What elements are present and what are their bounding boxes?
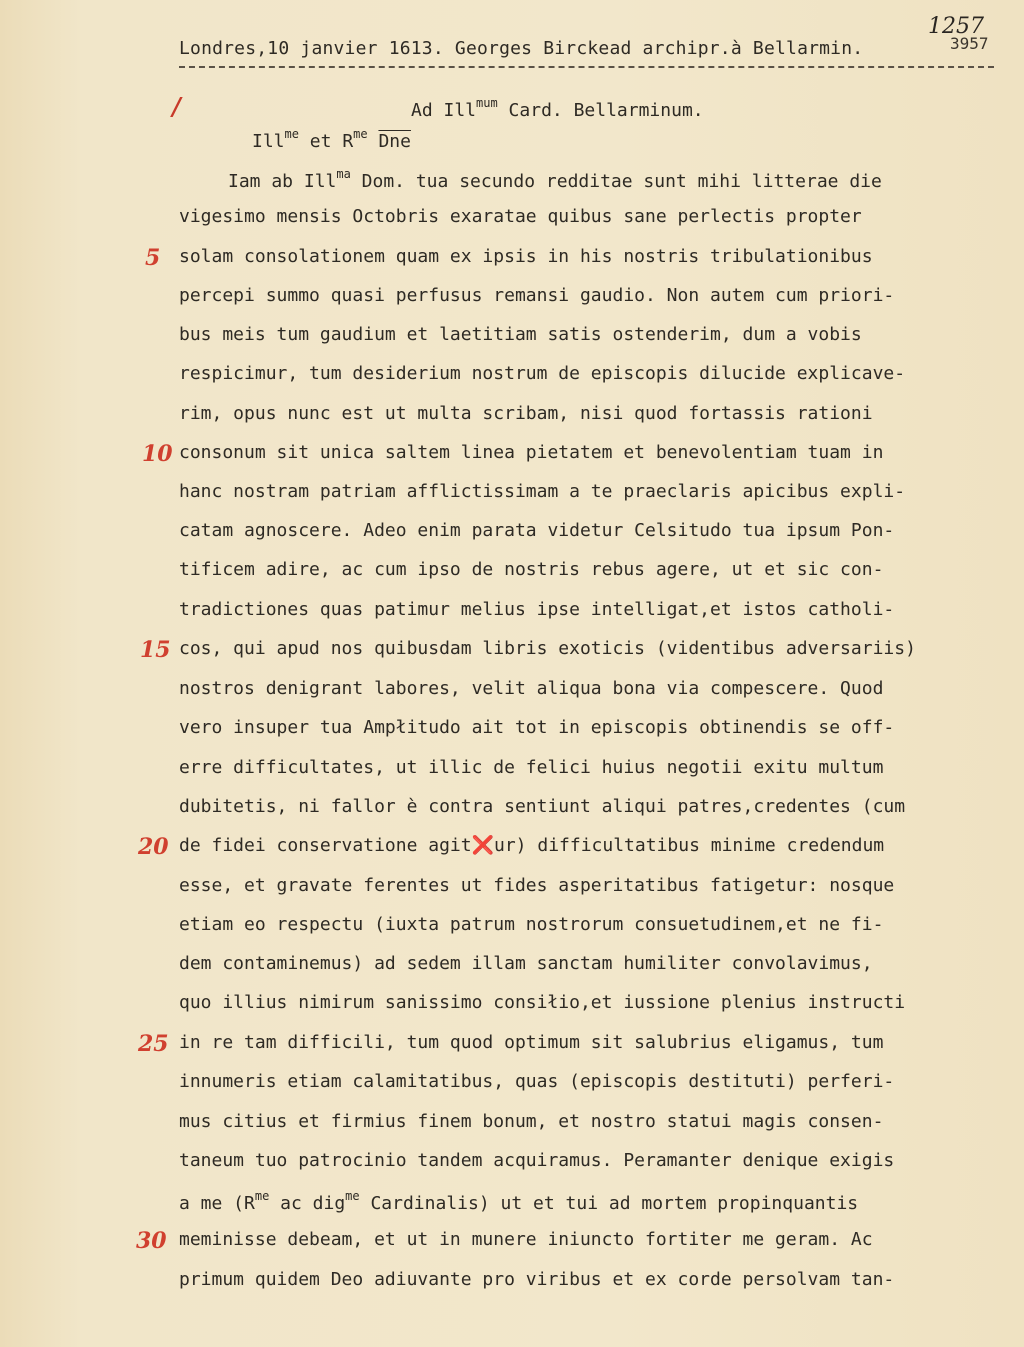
body-line: vero insuper tua Ampłitudo ait tot in episcopis obtinendis se off- (179, 717, 895, 738)
body-line-1: Iam ab Ill$^{ma}$ Dom. tua secundo redditae sunt mihi litterae die (228, 167, 882, 192)
greeting-line: Ill$^{me}$ et $R^{me}$ $\overline{Dne}$ (252, 127, 411, 152)
line-number-30: 30 (136, 1228, 167, 1254)
line-number-10: 10 (142, 441, 173, 467)
body-line: dubitetis, ni fallor è contra sentiunt aliqui patres,credentes (cum (179, 796, 906, 817)
body-line: respicimur, tum desiderium nostrum de episcopis dilucide explicave- (179, 363, 906, 384)
body-line: tradictiones quas patimur melius ipse intelligat,et istos catholi- (179, 599, 895, 620)
body-line: mus citius et firmius finem bonum, et nostro statui magis consen- (179, 1111, 884, 1132)
margin-slash-mark: / (172, 92, 181, 121)
document-header: Londres,10 janvier 1613. Georges Birckead archipr.à Bellarmin. (179, 38, 864, 59)
body-line: taneum tuo patrocinio tandem acquiramus. Peramanter denique exigis (179, 1150, 895, 1171)
body-line: tificem adire, ac cum ipso de nostris rebus agere, ut et sic con- (179, 559, 884, 580)
body-line: etiam eo respectu (iuxta patrum nostrorum consuetudinem,et ne fi- (179, 914, 884, 935)
line-number-25: 25 (138, 1031, 169, 1057)
body-line: nostros denigrant labores, velit aliqua bona via compescere. Quod (179, 678, 884, 699)
body-line: hanc nostram patriam afflictissimam a te praeclaris apicibus expli- (179, 481, 906, 502)
handwritten-reference: 1257 (928, 14, 984, 39)
body-line-29: primum quidem Deo adiuvante pro viribus et ex corde persolvam tan- (179, 1269, 895, 1290)
header-rule (179, 66, 994, 68)
line-number-15: 15 (140, 637, 171, 663)
body-line: de fidei conservatione agit❌ur) difficultatibus minime credendum (179, 835, 885, 856)
body-line: vigesimo mensis Octobris exaratae quibus sane perlectis propter (179, 206, 862, 227)
body-line: percepi summo quasi perfusus remansi gaudio. Non autem cum priori- (179, 285, 895, 306)
stamped-reference: 3957 (950, 34, 989, 53)
body-line: bus meis tum gaudium et laetitiam satis ostenderim, dum a vobis (179, 324, 862, 345)
line-number-20: 20 (138, 834, 169, 860)
body-line: dem contaminemus) ad sedem illam sanctam humiliter convolavimus, (179, 953, 873, 974)
body-line: consonum sit unica saltem linea pietatem et benevolentiam tuam in (179, 442, 884, 463)
body-line: erre difficultates, ut illic de felici huius negotii exitu multum (179, 757, 884, 778)
body-line-27: a me ($R^{me}$ ac dig$^{me}$ Cardinalis) ut et tui ad mortem propinquantis (179, 1189, 859, 1214)
body-line: catam agnoscere. Adeo enim parata videtur Celsitudo tua ipsum Pon- (179, 520, 895, 541)
body-line: rim, opus nunc est ut multa scribam, nisi quod fortassis rationi (179, 403, 873, 424)
body-line: innumeris etiam calamitatibus, quas (episcopis destituti) perferi- (179, 1071, 895, 1092)
body-line: solam consolationem quam ex ipsis in his nostris tribulationibus (179, 246, 873, 267)
body-line-28: meminisse debeam, et ut in munere iniuncto fortiter me geram. Ac (179, 1229, 873, 1250)
body-line: in re tam difficili, tum quod optimum sit salubrius eligamus, tum (179, 1032, 884, 1053)
body-line: quo illius nimirum sanissimo consiłio,et iussione plenius instructi (179, 992, 906, 1013)
address-line: Ad Ill$^{mum}$ Card. Bellarminum. (411, 96, 704, 121)
body-line: cos, qui apud nos quibusdam libris exoticis (videntibus adversariis) (179, 638, 916, 659)
line-number-5: 5 (145, 245, 161, 271)
body-line: esse, et gravate ferentes ut fides asperitatibus fatigetur: nosque (179, 875, 895, 896)
